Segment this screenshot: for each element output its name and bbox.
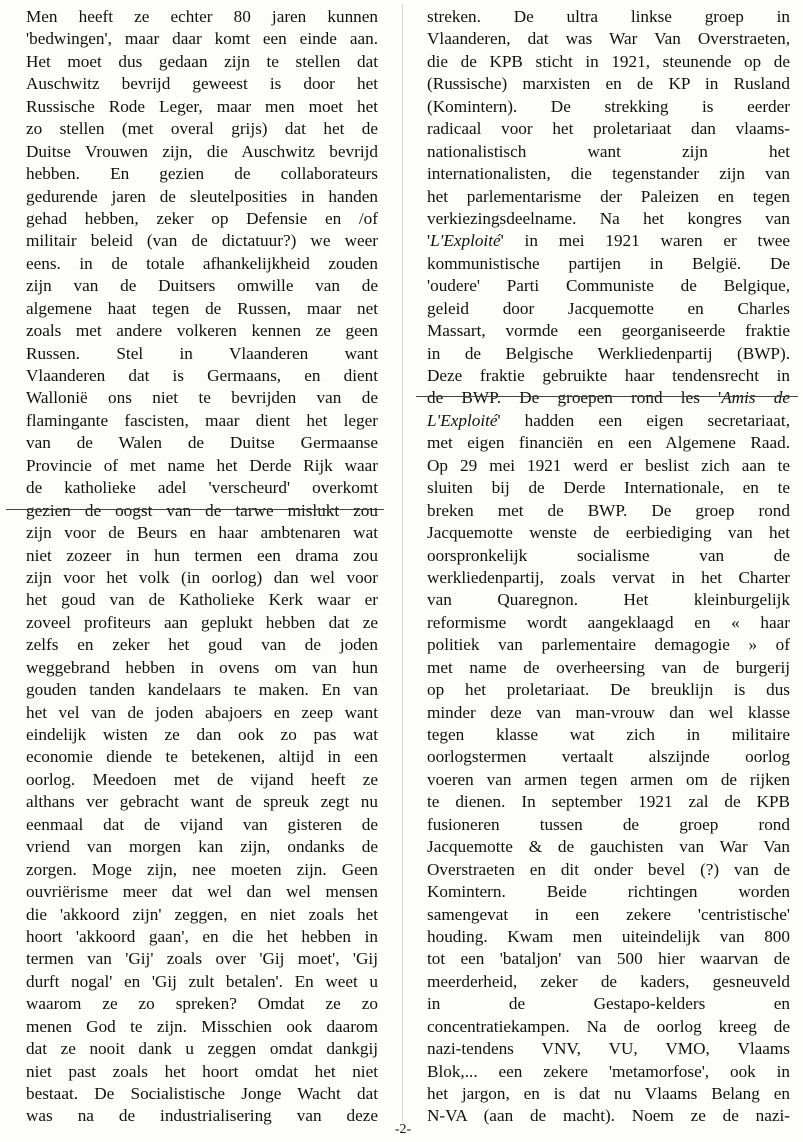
- text-line: de katholieke adel 'verscheurd' overkomt: [26, 478, 378, 498]
- text-line: flamingante fascisten, maar dient het leger: [26, 410, 378, 430]
- text-line: zijn voor de Beurs en haar ambtenaren wat: [26, 523, 378, 543]
- text-line: van Quaregnon. Het kleinburgelijk: [427, 590, 790, 610]
- text-line: niet past zoals het hoort omdat het niet: [26, 1061, 378, 1081]
- text-line: economie diende te betekenen, altijd in een: [26, 747, 378, 767]
- text-line: menen God te zijn. Misschien ook daarom: [26, 1016, 378, 1036]
- page-number: -2-: [394, 1122, 412, 1137]
- text-line: waarom ze zo spreken? Omdat ze zo: [26, 994, 378, 1014]
- text-line: dat ze nooit dank u zeggen omdat dankgij: [26, 1039, 378, 1059]
- text-line: zo stellen (met overal grijs) dat het de: [26, 119, 378, 139]
- text-line: concentratiekampen. Na de oorlog kreeg de: [427, 1016, 790, 1036]
- text-line: met name de overheersing van de burgerij: [427, 657, 790, 677]
- text-line: reformisme wordt aangeklaagd en « haar: [427, 612, 790, 632]
- text-line: Men heeft ze echter 80 jaren kunnen: [26, 7, 378, 26]
- text-line: Russische Rode Leger, maar men moet het: [26, 96, 378, 116]
- underline-rule: [416, 396, 798, 397]
- text-line: Het moet dus gedaan zijn te stellen dat: [26, 51, 378, 71]
- text-line: meerderheid, zeker de kaders, gesneuveld: [427, 971, 790, 991]
- text-line: ouvriërisme meer dat wel dan wel mensen: [26, 882, 378, 902]
- text-line: Jacquemotte wenste de eerbiediging van het: [427, 523, 790, 543]
- text-line: streken. De ultra linkse groep in: [427, 7, 790, 26]
- text-line: oorlog. Meedoen met de vijand heeft ze: [26, 769, 378, 789]
- text-line: vriend van morgen kan zijn, ondanks de: [26, 837, 378, 857]
- text-line: tegen klasse wat zich in militaire: [427, 725, 790, 744]
- text-line: internationalisten, die tegenstander zijn van: [427, 164, 790, 184]
- journal-title: L'Exploité: [430, 231, 501, 251]
- text-line: N-VA (aan de macht). Noem ze de nazi-: [427, 1106, 790, 1126]
- text-line: Jacquemotte & de gauchisten van War Van: [427, 837, 790, 857]
- text-line: met eigen financiën en een Algemene Raad.: [427, 433, 790, 453]
- text-line: van de Walen de Duitse Germaanse: [26, 433, 378, 453]
- text-line: 'oudere' Parti Communiste de Belgique,: [427, 276, 790, 296]
- text-line: althans ver gebracht want de spreuk zegt nu: [26, 792, 378, 812]
- text-line: oorlogstermen vertaalt alszijnde oorlog: [427, 747, 790, 767]
- text-line: L'Exploité' hadden een eigen secretariaat,: [427, 410, 790, 430]
- text-line: in de Gestapo-kelders en: [427, 994, 790, 1014]
- text-line: radicaal voor het proletariaat dan vlaams-: [427, 119, 790, 139]
- text-line: zijn voor het volk (in oorlog) dan wel voor: [26, 567, 378, 587]
- text-line: het goud van de Katholieke Kerk waar er: [26, 590, 378, 610]
- text-line: die 'akkoord zijn' zeggen, en niet zoals het: [26, 904, 378, 924]
- text-line: termen van 'Gij' zoals over 'Gij moet', 'Gij: [26, 949, 378, 969]
- text-line: zorgen. Moge zijn, nee moeten zijn. Geen: [26, 859, 378, 879]
- text-line: fusioneren tussen de groep rond: [427, 814, 790, 834]
- text-line: 'L'Exploité' in mei 1921 waren er twee: [427, 231, 790, 251]
- text-line: sluiten bij de Derde Internationale, en te: [427, 478, 790, 498]
- text-line: Russen. Stel in Vlaanderen want: [26, 343, 378, 363]
- text-line: zelfs en zeker het goud van de joden: [26, 635, 378, 655]
- text-line: (Komintern). De strekking is eerder: [427, 96, 790, 116]
- text-line: zoveel profiteurs aan geplukt hebben dat ze: [26, 612, 378, 632]
- text-line: eindelijk wisten ze dan ook zo pas wat: [26, 725, 378, 744]
- right-column: [427, 6, 790, 1128]
- text-line: Komintern. Beide richtingen worden: [427, 882, 790, 902]
- text-line: houding. Kwam men uiteindelijk van 800: [427, 926, 790, 946]
- text-line: (Russische) marxisten en de KP in Rusland: [427, 74, 790, 94]
- text-line: werkliedenpartij, zoals vervat in het Charter: [427, 567, 790, 587]
- text-line: Duitse Vrouwen zijn, die Auschwitz bevrijd: [26, 141, 378, 161]
- left-column: [26, 6, 378, 1128]
- text-line: nationalistisch want zijn het: [427, 141, 790, 161]
- text-line: Provincie of met name het Derde Rijk waar: [26, 455, 378, 475]
- text-line: Auschwitz bevrijd geweest is door het: [26, 74, 378, 94]
- text-line: weggebrand hebben in ovens om van hun: [26, 657, 378, 677]
- text-line: was na de industrialisering van deze: [26, 1106, 378, 1126]
- text-line: politiek van parlementaire demagogie » of: [427, 635, 790, 655]
- journal-title: Amis de: [721, 388, 790, 408]
- text-line: op het proletariaat. De breuklijn is dus: [427, 680, 790, 700]
- text-line: gehad hebben, zeker op Defensie en /of: [26, 208, 378, 228]
- text-line: bestaat. De Socialistische Jonge Wacht dat: [26, 1084, 378, 1103]
- text-line: het parlementarisme der Paleizen en tegen: [427, 186, 790, 206]
- journal-title: L'Exploité: [427, 410, 498, 430]
- text-line: het vel van de joden abajoers en zeep want: [26, 702, 378, 722]
- text-line: gezien de oogst van de tarwe mislukt zou: [26, 500, 378, 520]
- text-line: nazi-tendens VNV, VU, VMO, Vlaams: [427, 1039, 790, 1059]
- underline-rule: [6, 509, 384, 510]
- text-line: niet zozeer in hun termen een drama zou: [26, 545, 378, 565]
- text-line: tot een 'bataljon' van 500 hier waarvan de: [427, 949, 790, 969]
- text-line: Blok,... een zekere 'metamorfose', ook in: [427, 1061, 790, 1081]
- text-line: de BWP. De groepen rond les 'Amis de: [427, 388, 790, 408]
- text-line: durft nogal' en 'Gij zult betalen'. En weet u: [26, 971, 378, 991]
- text-line: het jargon, en is dat nu Vlaams Belang en: [427, 1084, 790, 1103]
- text-line: Deze fraktie gebruikte haar tendensrecht in: [427, 366, 790, 385]
- text-line: kommunistische partijen in België. De: [427, 253, 790, 273]
- text-line: verkiezingsdeelname. Na het kongres van: [427, 208, 790, 228]
- text-line: minder deze van man-vrouw dan wel klasse: [427, 702, 790, 722]
- text-line: Vlaanderen, dat was War Van Overstraeten,: [427, 29, 790, 49]
- text-line: gedurende jaren de sleutelposities in handen: [26, 186, 378, 206]
- column-divider: [402, 4, 403, 1122]
- text-line: zijn van de Duitsers omwille van de: [26, 276, 378, 296]
- text-line: voeren van armen tegen armen om de rijken: [427, 769, 790, 789]
- text-line: 'bedwingen', maar daar komt een einde aan.: [26, 29, 378, 49]
- text-line: militair beleid (van de dictatuur?) we weer: [26, 231, 378, 251]
- text-line: Op 29 mei 1921 werd er beslist zich aan te: [427, 455, 790, 475]
- text-line: breken met de BWP. De groep rond: [427, 500, 790, 520]
- text-line: te dienen. In september 1921 zal de KPB: [427, 792, 790, 812]
- text-line: hoort 'akkoord gaan', en die het hebben in: [26, 926, 378, 946]
- text-line: eenmaal dat de vijand van gisteren de: [26, 814, 378, 834]
- text-line: zoals met andere volkeren kennen ze geen: [26, 321, 378, 341]
- text-line: die de KPB sticht in 1921, steunende op de: [427, 51, 790, 71]
- text-line: geleid door Jacquemotte en Charles: [427, 298, 790, 318]
- text-line: in de Belgische Werkliedenpartij (BWP).: [427, 343, 790, 363]
- text-line: algemene haat tegen de Russen, maar net: [26, 298, 378, 318]
- text-line: hebben. En gezien de collaborateurs: [26, 164, 378, 184]
- text-line: gouden tanden kandelaars te maken. En van: [26, 680, 378, 700]
- text-line: samengevat in een zekere 'centristische': [427, 904, 790, 924]
- text-line: Vlaanderen dat is Germaans, en dient: [26, 366, 378, 385]
- text-line: Massart, vormde een georganiseerde fraktie: [427, 321, 790, 341]
- text-line: eens. in de totale afhankelijkheid zouden: [26, 253, 378, 273]
- text-line: Wallonië ons niet te bevrijden van de: [26, 388, 378, 408]
- text-line: Overstraeten en dit onder bevel (?) van de: [427, 859, 790, 879]
- text-line: oorspronkelijk socialisme van de: [427, 545, 790, 565]
